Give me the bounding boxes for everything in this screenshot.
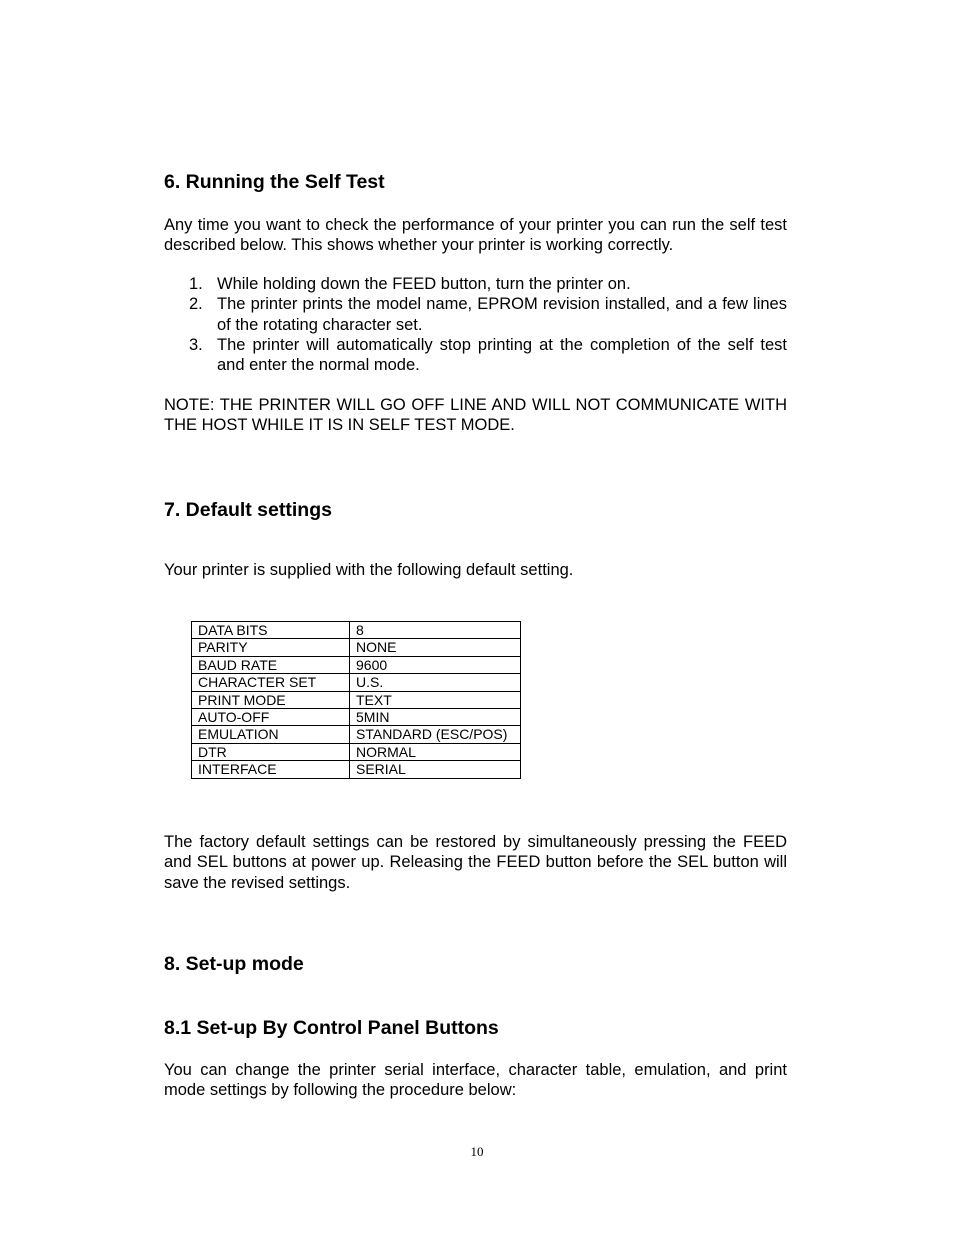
setting-value: SERIAL bbox=[350, 761, 521, 778]
list-item-number: 1. bbox=[189, 275, 203, 293]
table-row bbox=[192, 639, 521, 656]
section-6-intro: Any time you want to check the performance of your printer you can run the self test described below. This shows whether your printer is working correctly. bbox=[164, 216, 787, 255]
setting-name: DTR bbox=[192, 743, 350, 760]
setting-name: AUTO-OFF bbox=[192, 709, 350, 726]
table-row bbox=[192, 674, 521, 691]
setting-value: NORMAL bbox=[350, 743, 521, 760]
setting-value: STANDARD (ESC/POS) bbox=[350, 726, 521, 743]
section-7-intro: Your printer is supplied with the following default setting. bbox=[164, 561, 574, 579]
table-row bbox=[192, 761, 521, 778]
section-6-heading: 6. Running the Self Test bbox=[164, 171, 385, 193]
section-8-1-heading: 8.1 Set-up By Control Panel Buttons bbox=[164, 1017, 499, 1039]
list-item-number: 3. bbox=[189, 335, 203, 354]
setting-name: CHARACTER SET bbox=[192, 674, 350, 691]
list-item-text: While holding down the FEED button, turn the printer on. bbox=[217, 275, 631, 293]
list-item-number: 2. bbox=[189, 295, 203, 314]
section-8-heading: 8. Set-up mode bbox=[164, 953, 304, 975]
section-8-1-intro: You can change the printer serial interface, character table, emulation, and print mode settings by following the procedure below: bbox=[164, 1061, 787, 1100]
self-test-steps bbox=[164, 274, 787, 375]
restore-defaults-text: The factory default settings can be restored by simultaneously pressing the FEED and SEL buttons at power up. Releasing the FEED button before the SEL button will save the revised settings. bbox=[164, 833, 787, 892]
list-item-text: The printer prints the model name, EPROM revision installed, and a few lines of the rotating character set. bbox=[217, 295, 787, 334]
page-number: 10 bbox=[470, 1144, 484, 1159]
setting-name: PARITY bbox=[192, 639, 350, 656]
self-test-note: NOTE: THE PRINTER WILL GO OFF LINE AND WILL NOT COMMUNICATE WITH THE HOST WHILE IT IS IN SELF TEST MODE. bbox=[164, 396, 787, 435]
setting-value: 8 bbox=[350, 622, 521, 639]
table-row bbox=[192, 709, 521, 726]
setting-name: BAUD RATE bbox=[192, 656, 350, 673]
setting-name: DATA BITS bbox=[192, 622, 350, 639]
table-row bbox=[192, 726, 521, 743]
table-row bbox=[192, 691, 521, 708]
setting-value: TEXT bbox=[350, 691, 521, 708]
list-item bbox=[164, 294, 787, 335]
list-item bbox=[164, 274, 787, 294]
setting-name: PRINT MODE bbox=[192, 691, 350, 708]
list-item bbox=[164, 335, 787, 376]
table-row bbox=[192, 743, 521, 760]
setting-value: 5MIN bbox=[350, 709, 521, 726]
setting-value: 9600 bbox=[350, 656, 521, 673]
table-row bbox=[192, 622, 521, 639]
table-row bbox=[192, 656, 521, 673]
default-settings-table bbox=[191, 621, 521, 779]
setting-name: EMULATION bbox=[192, 726, 350, 743]
setting-name: INTERFACE bbox=[192, 761, 350, 778]
section-7-heading: 7. Default settings bbox=[164, 499, 332, 521]
setting-value: U.S. bbox=[350, 674, 521, 691]
list-item-text: The printer will automatically stop printing at the completion of the self test and enter the normal mode. bbox=[217, 335, 787, 375]
setting-value: NONE bbox=[350, 639, 521, 656]
